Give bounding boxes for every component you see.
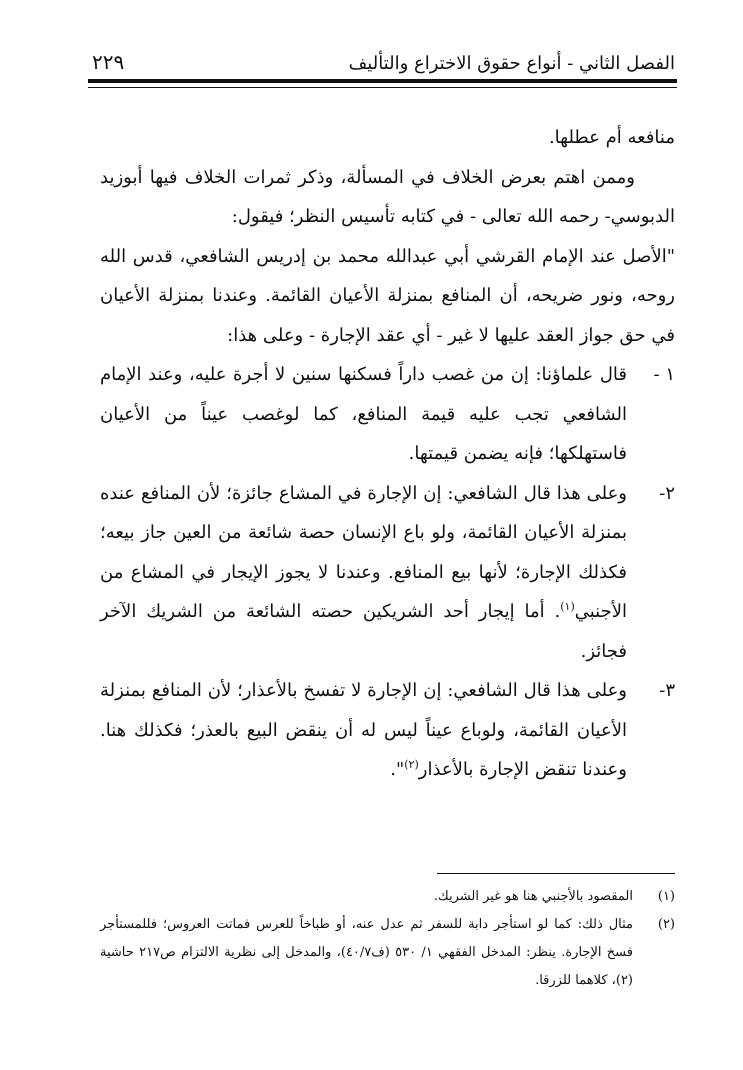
footnotes [100, 883, 675, 995]
chapter-title: الفصل الثاني - أنواع حقوق الاختراع والتأليف [348, 53, 675, 74]
footnote [100, 911, 675, 995]
list-item-text-wrap [100, 474, 627, 672]
paragraph: وممن اهتم بعرض الخلاف في المسألة، وذكر ثمرات الخلاف فيها أبوزيد الدبوسي- رحمه الله تعالى - في كتابه تأسيس النظر؛ فيقول: [100, 166, 675, 227]
quote-paragraph: "الأصل عند الإمام القرشي أبي عبدالله محمد بن إدريس الشافعي، قدس الله روحه، ونور ضريحه، أن المنافع بمنزلة الأعيان القائمة. وعندنا بمنزلة الأعيان في حق جواز العقد عليها لا غير - أي عقد الإجارة - وعلى هذا: [100, 245, 675, 346]
list-item [100, 474, 675, 672]
list-item-text: قال علماؤنا: إن من غصب داراً فسكنها سنين لا أجرة عليه، وعند الإمام الشافعي تجب عليه قيمة المنافع، كما لوغصب عيناً من الأعيان فاستهلكها؛ فإنه يضمن قيمتها. [100, 364, 627, 464]
page-number: ٢٢٩ [92, 50, 125, 74]
header-rule-thin [88, 87, 677, 88]
list-item-text: وعلى هذا قال الشافعي: إن الإجارة لا تفسخ بالأعذار؛ لأن المنافع بمنزلة الأعيان القائمة، ولوباع عيناً ليس له أن ينقض البيع بالعذر؛ فكذلك هنا. وعندنا تنقض الإجارة بالأعذار [100, 680, 627, 780]
footnote-number: (٢) [657, 917, 675, 932]
paragraph: منافعه أم عطلها. [548, 127, 675, 148]
running-header [92, 40, 675, 74]
footnote [100, 883, 675, 911]
footnote-ref[interactable]: (١) [560, 600, 575, 613]
list-item-text-continued: ". [390, 759, 405, 780]
footnote-separator [437, 873, 675, 874]
list-item-text-wrap [100, 671, 627, 790]
list-item [100, 355, 675, 474]
footnote-number: (١) [657, 889, 675, 904]
footnote-text: مثال ذلك: كما لو استأجر دابة للسفر ثم عدل عنه، أو طباخاً للعرس فماتت العروس؛ فللمستأجر فسخ الإجارة. ينظر: المدخل الفقهي ١/ ٥٣٠ (ف٤٠/٧)، والمدخل إلى نظرية الالتزام ص٢١٧ حاشية (٢)، كلاهما للزرقا. [100, 917, 633, 988]
main-text [100, 118, 675, 790]
list-item-number: ٣- [659, 680, 675, 701]
list-item-text: وعلى هذا قال الشافعي: إن الإجارة في المشاع جائزة؛ لأن المنافع عنده بمنزلة الأعيان القائمة، ولو باع الإنسان حصة شائعة من العين جاز بيعه؛ فكذلك الإجارة؛ لأنها بيع المنافع. وعندنا لا يجوز الإيجار في المشاع من الأجنبي [100, 482, 627, 622]
list-item-number: ٢- [659, 482, 675, 504]
header-rule-thick [88, 79, 677, 83]
list-item-text-continued: . أما إيجار أحد الشريكين حصته الشائعة من الشريك الآخر فجائز. [100, 601, 627, 662]
list-item-number: ١ - [653, 364, 675, 385]
footnote-ref[interactable]: (٢) [404, 758, 419, 771]
list-item [100, 671, 675, 790]
footnote-text: المقصود بالأجنبي هنا هو غير الشريك. [433, 889, 633, 904]
